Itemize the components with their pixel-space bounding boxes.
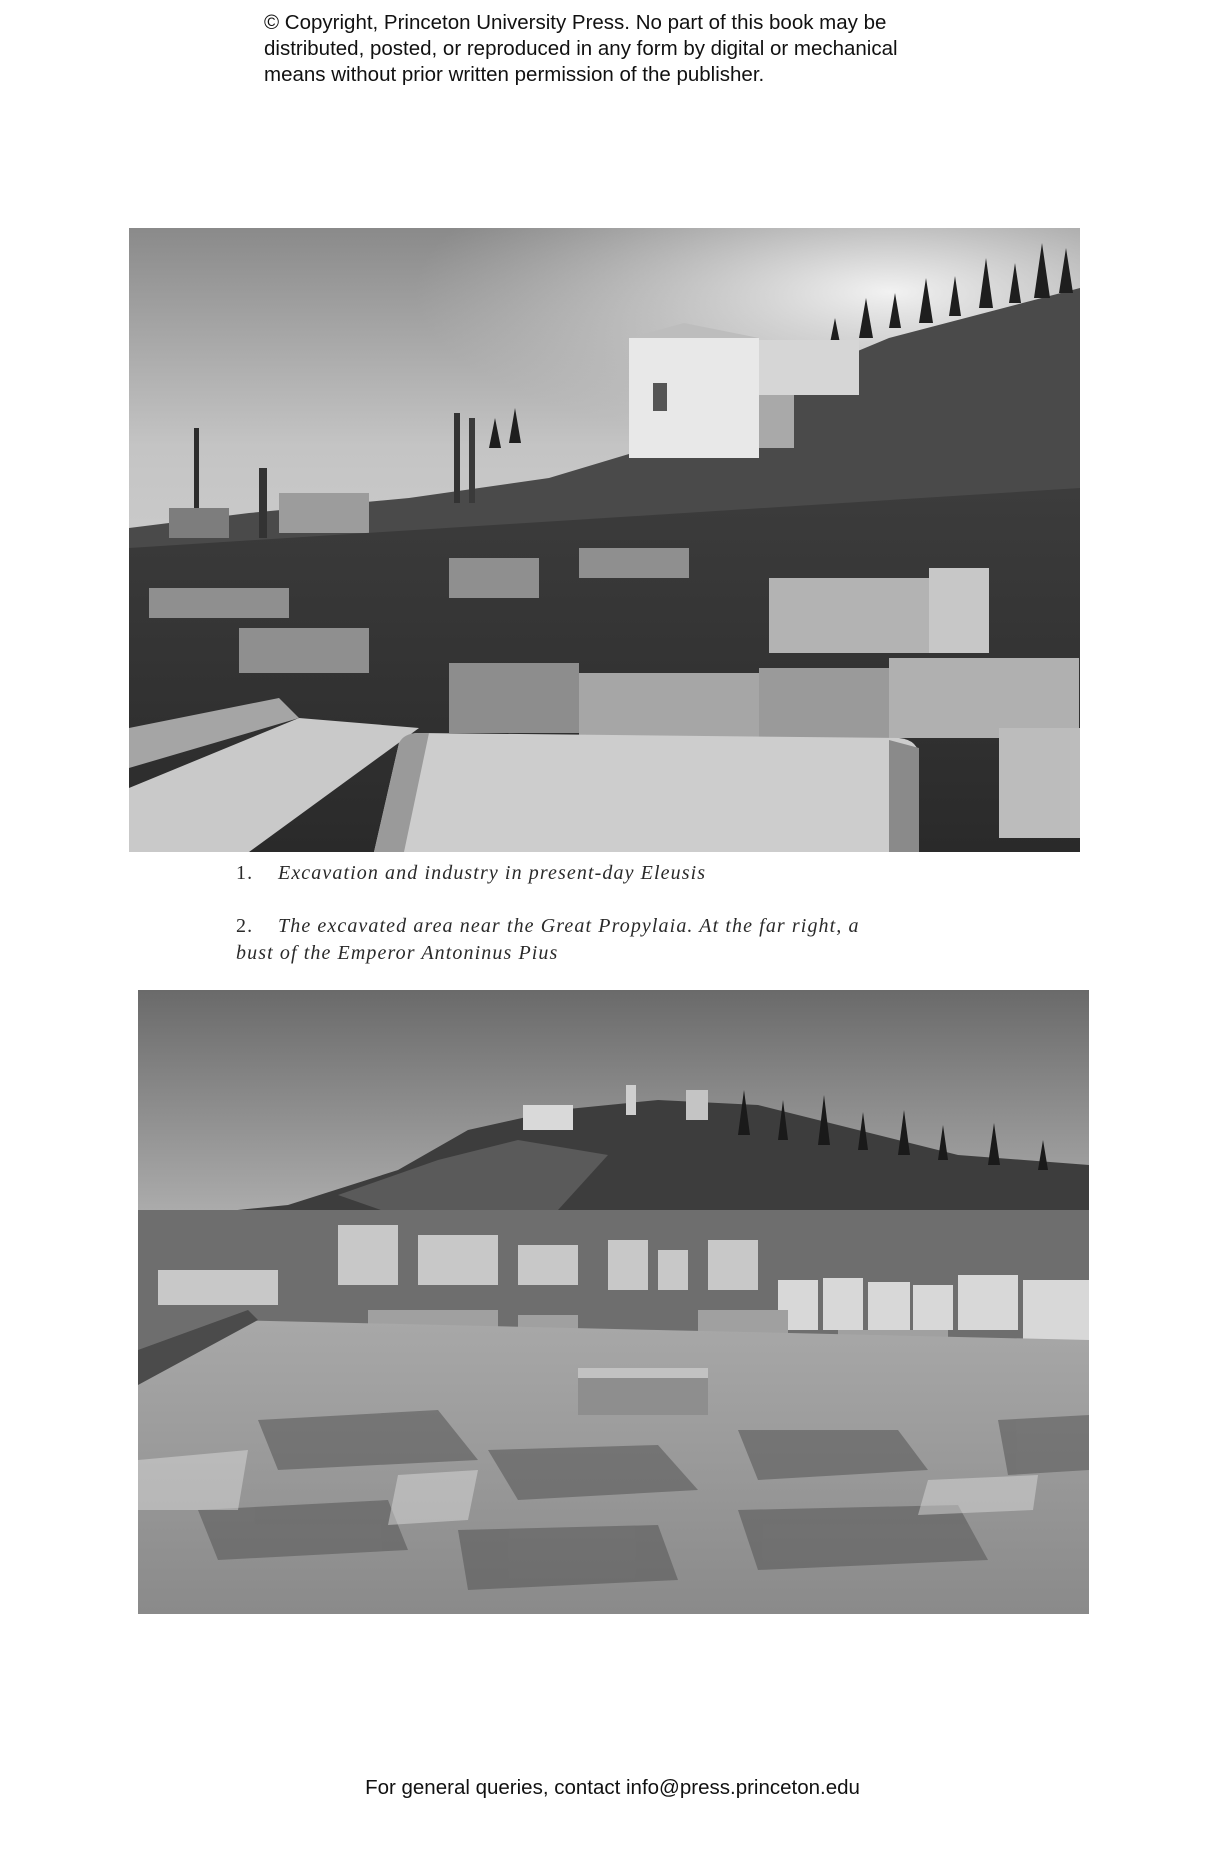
copyright-line: © Copyright, Princeton University Press. No part of this book may be [264, 11, 887, 34]
figure-2-caption [236, 913, 956, 967]
photo-great-propylaia [138, 990, 1089, 1614]
figure-1-caption [236, 860, 1036, 887]
copyright-line: means without prior written permission of the publisher. [264, 63, 765, 86]
copyright-notice [264, 10, 1024, 88]
figure-caption-text: bust of the Emperor Antoninus Pius [236, 942, 559, 964]
copyright-line: distributed, posted, or reproduced in any form by digital or mechanical [264, 37, 898, 60]
figure-number: 1. [236, 862, 254, 884]
figure-number: 2. [236, 915, 254, 937]
photo-excavation-industry [129, 228, 1080, 852]
figure-caption-text: Excavation and industry in present-day Eleusis [278, 862, 707, 884]
footer-contact: For general queries, contact info@press.princeton.edu [365, 1776, 860, 1799]
figure-caption-text: The excavated area near the Great Propylaia. At the far right, a [278, 915, 860, 937]
